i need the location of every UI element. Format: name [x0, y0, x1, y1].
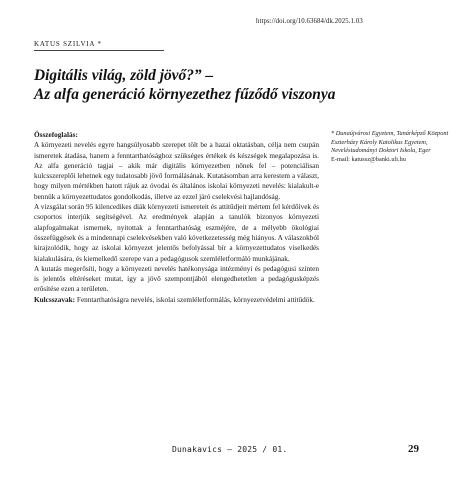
author-affiliation [331, 130, 451, 164]
abstract-paragraph-1: A környezeti nevelés egyre hangsúlyosabb szerepet tölt be a hazai oktatásban, célja nem csupán ismeretek átadása, hanem a fenntarthatósághoz szükséges értékek és készségek megalapozása is. Az alfa generáció tagjai – akik már digitális környezetben nőnek fel – potenciálisan kulcsszereplői lehetnek egy tudatosabb jövő formálásának. Kutatásomban arra kerestem a választ, hogy milyen mértékben hatott rájuk az óvodai és általános iskolai környezeti nevelés: kialakult-e bennük a környezettudatos gondolkodás, illetve az ezzel járó cselekvési hajlandóság. [34, 141, 319, 201]
abstract [34, 130, 319, 305]
author-name-text: KATUS SZILVIA [34, 40, 95, 48]
author-name [34, 40, 102, 48]
title-line-1: Digitális világ, zöld jövő?” – [34, 67, 214, 84]
doi-link[interactable]: https://doi.org/10.63684/dk.2025.1.03 [256, 18, 363, 25]
article-title [34, 66, 444, 104]
abstract-label: Összefoglalás: [34, 131, 78, 139]
keywords [34, 295, 319, 305]
title-line-2: Az alfa generáció környezethez fűződő viszonya [34, 86, 336, 103]
author-footnote-mark: * [97, 40, 102, 48]
author-divider [34, 50, 164, 51]
keywords-label: Kulcsszavak: [34, 295, 76, 304]
journal-footer: Dunakavics – 2025 / 01. [172, 445, 288, 454]
abstract-paragraph-2: A vizsgálat során 95 kilencedikes diák környezeti ismereteit és attitűdjeit mértem fel kérdőívek és csoportos interjúk segítségével. Az eredmények alapján a tanulók bizonyos környezeti alapfogalmakat ismernek, nyitottak a fenntarthatóság eszméjére, de a mélyebb ökológiai összefüggések és a mindennapi cselekvésekben való következetesség még hiányos. A válaszokból kirajzolódik, hogy az iskolai környezet jelentős befolyással bír a környezettudatos viselkedés kialakulására, és kiemelkedő szerepe van a pedagógusok szemléletformáló munkájának. [34, 203, 319, 263]
affiliation-institution: * Dunaújvárosi Egyetem, Tanárképző Központ Eszterházy Károly Katolikus Egyetem, Neveléstudományi Doktori Iskola, Eger [331, 130, 449, 155]
page-number: 29 [408, 443, 419, 455]
affiliation-email[interactable]: E-mail: katussz@banki.uli.hu [331, 155, 406, 163]
keywords-text: Fenntarthatóságra nevelés, iskolai szemléletformálás, környezetvédelmi attitűdök. [76, 295, 315, 304]
abstract-paragraph-3: A kutatás megerősíti, hogy a környezeti nevelés hatékonysága intézményi és pedagógusi szinten is jelentős eltéréseket mutat, így a jövő szempontjából elengedhetetlen a pedagógusképzés erősítése ezen a területen. [34, 264, 319, 294]
